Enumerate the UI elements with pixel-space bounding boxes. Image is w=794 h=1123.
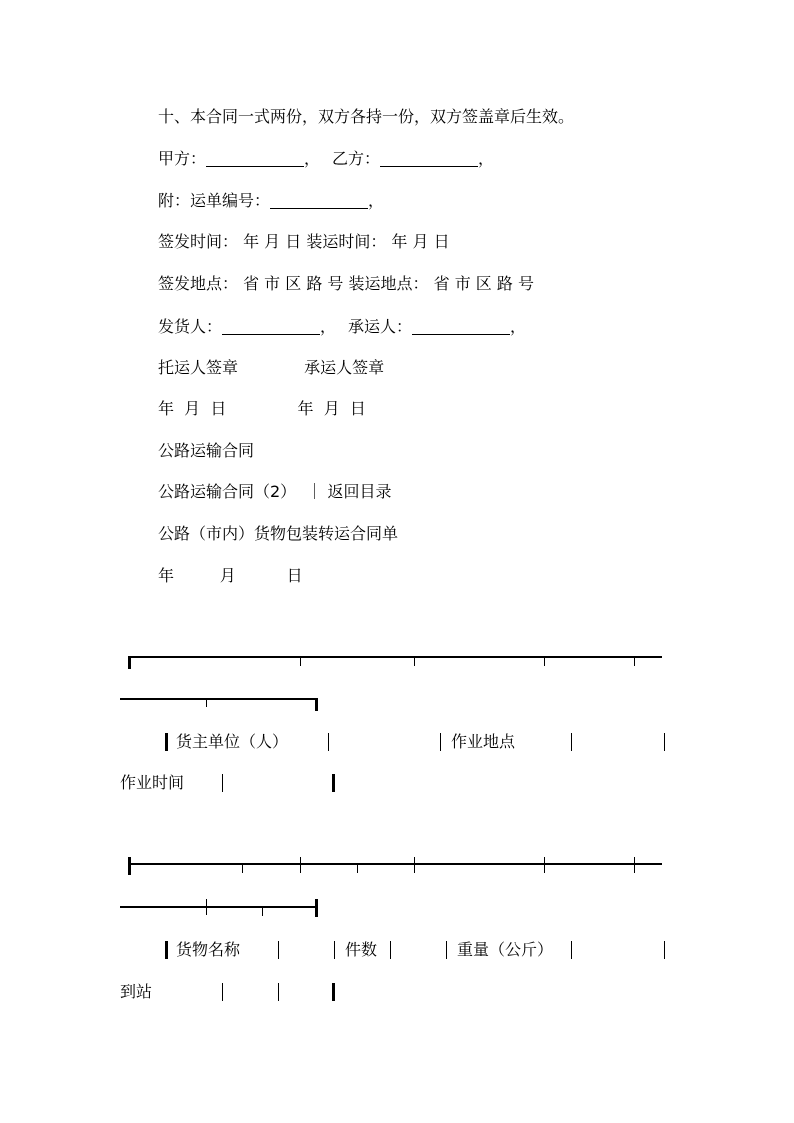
table-2-cell-border	[222, 983, 223, 1001]
table-2-cell-border	[278, 983, 279, 1001]
related-link-1[interactable]: 公路运输合同	[158, 441, 255, 460]
table-2-corner	[315, 899, 318, 917]
table-1-cell-border	[222, 774, 223, 792]
table-2-tick	[544, 857, 545, 873]
table-1-cell-border	[571, 733, 572, 751]
shipper-carrier-line: 发货人： ， 承运人： ，	[158, 317, 527, 336]
table-2-cell-border	[165, 941, 168, 959]
related-link-2[interactable]: 公路运输合同（2） ｜ 返回目录	[158, 482, 392, 501]
table-2-cell-border	[446, 941, 447, 959]
table-2-station-label: 到站	[120, 982, 153, 1001]
table-1-corner	[128, 656, 131, 669]
table-1-top-border	[129, 656, 662, 658]
table-2-tick	[414, 857, 415, 873]
table-2-top-border	[129, 863, 662, 865]
table-1-tick	[634, 657, 635, 666]
waybill-line: 附：运单编号： ，	[158, 191, 385, 210]
table-1-owner-label: 货主单位（人）	[176, 732, 289, 751]
table-1-cell-border	[664, 733, 665, 751]
issue-place-line: 签发地点： 省 市 区 路 号 装运地点： 省 市 区 路 号	[158, 274, 534, 293]
signature-date-line: 年 月 日 年 月 日	[158, 399, 366, 418]
table-2-tick	[634, 857, 635, 873]
table-1-cell-border	[328, 733, 329, 751]
issue-time-line: 签发时间： 年 月 日 装运时间： 年 月 日	[158, 232, 450, 251]
table-2-tick	[300, 857, 301, 873]
table-2-cell-border	[390, 941, 391, 959]
form-date-line: 年 月 日	[158, 566, 303, 585]
table-1-tick	[300, 657, 301, 666]
table-1-time-label: 作业时间	[120, 773, 185, 792]
table-2-count-label: 件数	[345, 940, 378, 959]
table-2-cell-border	[664, 941, 665, 959]
table-1-cell-border	[440, 733, 441, 751]
table-1-corner	[315, 698, 318, 711]
party-line: 甲方： ， 乙方： ，	[158, 149, 495, 168]
table-2-tick	[242, 864, 243, 873]
shipper-blank[interactable]	[222, 318, 320, 335]
table-2-weight-label: 重量（公斤）	[457, 940, 554, 959]
waybill-number-blank[interactable]	[270, 192, 368, 209]
table-1-tick	[206, 698, 207, 707]
table-1-cell-border	[332, 774, 335, 792]
table-2-cell-border	[334, 941, 335, 959]
table-1-site-label: 作业地点	[451, 732, 516, 751]
form-title: 公路（市内）货物包装转运合同单	[158, 524, 399, 543]
table-2-goods-label: 货物名称	[176, 940, 241, 959]
table-1-tick	[414, 657, 415, 666]
table-1-tick	[544, 657, 545, 666]
table-2-tick	[262, 907, 263, 916]
clause-ten: 十、本合同一式两份，双方各持一份，双方签盖章后生效。	[158, 107, 575, 126]
table-2-tick	[206, 899, 207, 915]
table-2-corner	[128, 857, 131, 875]
table-2-cell-border	[332, 983, 335, 1001]
table-1-second-border	[120, 698, 317, 700]
table-2-cell-border	[278, 941, 279, 959]
party-b-blank[interactable]	[380, 150, 478, 167]
table-2-second-border	[120, 906, 317, 908]
table-2-tick	[357, 864, 358, 873]
carrier-blank[interactable]	[412, 318, 510, 335]
signature-line: 托运人签章 承运人签章	[158, 358, 385, 377]
party-a-blank[interactable]	[206, 150, 304, 167]
table-2-cell-border	[571, 941, 572, 959]
table-1-cell-border	[165, 733, 168, 751]
